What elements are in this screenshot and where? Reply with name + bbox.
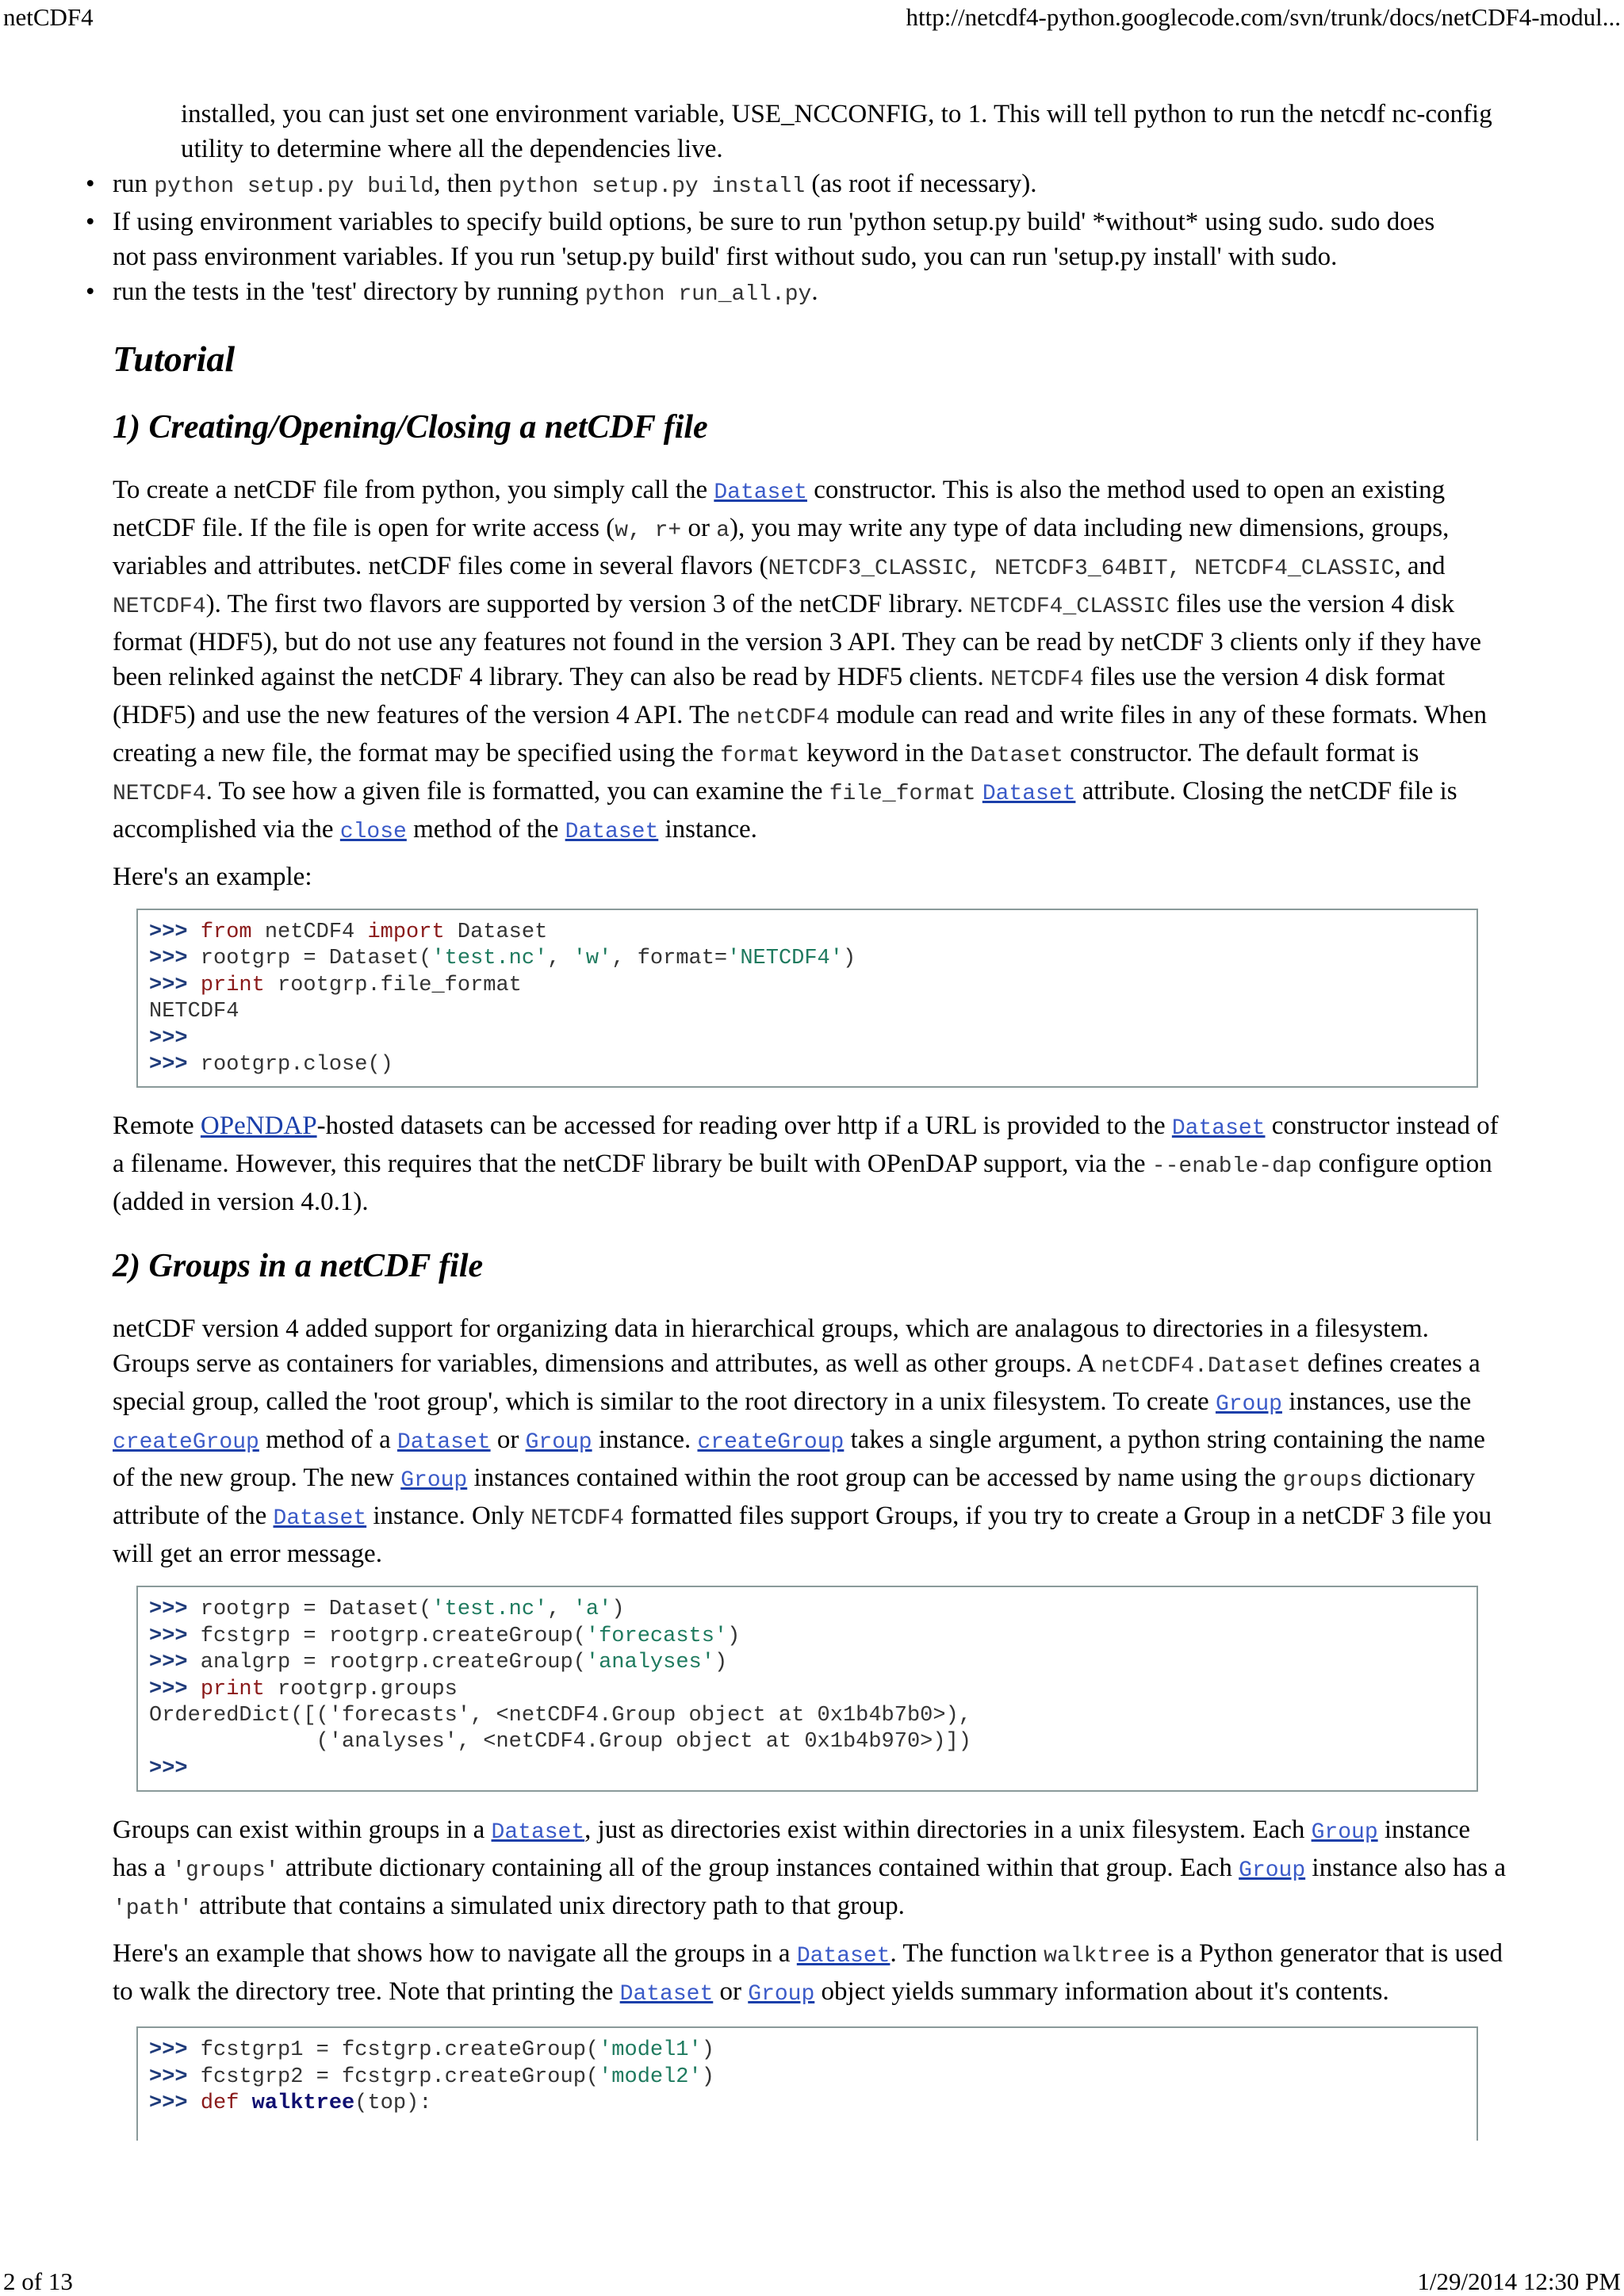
opendap-link[interactable]: OPeNDAP bbox=[200, 1112, 317, 1141]
dataset-link[interactable]: Dataset bbox=[1171, 1116, 1266, 1142]
group-link[interactable]: Group bbox=[525, 1430, 592, 1456]
tutorial-heading: Tutorial bbox=[113, 339, 236, 379]
list-item: • run the tests in the 'test' directory by running python run_all.py. bbox=[86, 277, 818, 307]
group-link[interactable]: Group bbox=[1311, 1820, 1378, 1846]
page-counter: 2 of 13 bbox=[3, 2267, 73, 2295]
creategroup-link[interactable]: createGroup bbox=[697, 1430, 845, 1456]
nested-groups-paragraph: Groups can exist within groups in a Dataset, just as directories exist within directories in a unix filesystem. Each Group instance has a 'groups' attribute dictionary containing all of the group instances contained within that group. Each Group instance also has a 'path' attribute that contains a simulated unix directory path to that group. bbox=[113, 1816, 1507, 1922]
section-2-paragraph: netCDF version 4 added support for organizing data in hierarchical groups, which are analagous to directories in a filesystem. Groups serve as containers for variables, dimensions and attributes, as well as other groups. A netCDF4.Dataset defines creates a special group, called the 'root group', which is similar to the root directory in a unix filesystem. To create Group instances, use the createGroup method of a Dataset or Group instance. createGroup takes a single argument, a python string containing the name of the new group. The new Group instances contained within the root group can be accessed by name using the groups dictionary attribute of the Dataset instance. Only NETCDF4 formatted files support Groups, if you try to create a Group in a netCDF 3 file you will get an error message. bbox=[113, 1314, 1492, 1569]
dataset-link[interactable]: Dataset bbox=[491, 1820, 585, 1846]
section-1-paragraph: To create a netCDF file from python, you simply call the Dataset constructor. This is also the method used to open an existing netCDF file. If the file is open for write access (w, r+ or a), you may write any type of data including new dimensions, groups, variables and attributes. netCDF files come in several flavors (NETCDF3_CLASSIC, NETCDF3_64BIT, NETCDF4_CLASSIC, and NETCDF4). The first two flavors are supported by version 3 of the netCDF library. NETCDF4_CLASSIC files use the version 4 disk format (HDF5), but do not use any features not found in the version 3 API. They can be read by netCDF 3 clients only if they have been relinked against the netCDF 4 library. They can also be read by HDF5 clients. NETCDF4 files use the version 4 disk format (HDF5) and use the new features of the version 4 API. The netCDF4 module can read and write files in any of these formats. When creating a new file, the format may be specified using the format keyword in the Dataset constructor. The default format is NETCDF4. To see how a given file is formatted, you can examine the file_format Dataset attribute. Closing the netCDF file is accomplished via the close method of the Dataset instance. bbox=[113, 476, 1487, 844]
browser-header-title: netCDF4 bbox=[3, 3, 94, 31]
list-item: • If using environment variables to specify build options, be sure to run 'python setup.py build' *without* using sudo. sudo does not pass environment variables. If you run 'setup.py build' first without sudo, you can run 'setup.py install' with sudo. bbox=[86, 208, 1435, 271]
list-item: • run python setup.py build, then python setup.py install (as root if necessary). bbox=[86, 170, 1037, 199]
dataset-link[interactable]: Dataset bbox=[396, 1430, 491, 1456]
dataset-link[interactable]: Dataset bbox=[714, 480, 807, 505]
document-body bbox=[86, 97, 1508, 2161]
print-timestamp: 1/29/2014 12:30 PM bbox=[1417, 2267, 1621, 2295]
creategroup-link[interactable]: createGroup bbox=[113, 1430, 259, 1456]
group-link[interactable]: Group bbox=[1239, 1858, 1306, 1884]
section-1-heading: 1) Creating/Opening/Closing a netCDF file bbox=[113, 409, 708, 446]
install-continuation: installed, you can just set one environment variable, USE_NCCONFIG, to 1. This will tell python to run the netcdf nc-config utility to determine where all the dependencies live. bbox=[181, 100, 1492, 163]
walktree-paragraph: Here's an example that shows how to navigate all the groups in a Dataset. The function walktree is a Python generator that is used to walk the directory tree. Note that printing the Dataset or Group object yields summary information about it's contents. bbox=[113, 1939, 1503, 2007]
group-link[interactable]: Group bbox=[1215, 1392, 1282, 1418]
dataset-link[interactable]: Dataset bbox=[982, 782, 1076, 806]
section-2-heading: 2) Groups in a netCDF file bbox=[113, 1248, 484, 1285]
example-intro: Here's an example: bbox=[113, 863, 312, 891]
opendap-paragraph: Remote OPeNDAP-hosted datasets can be accessed for reading over http if a URL is provided to the Dataset constructor instead of a filename. However, this requires that the netCDF library be built with OPenDAP support, via the --enable-dap configure option (added in version 4.0.1). bbox=[113, 1112, 1499, 1217]
code-block-walktree: >>> fcstgrp1 = fcstgrp.createGroup('model1') >>> fcstgrp2 = fcstgrp.createGroup('model2') >>> def walktree(top): bbox=[136, 2026, 1478, 2141]
dataset-link[interactable]: Dataset bbox=[273, 1506, 367, 1532]
group-link[interactable]: Group bbox=[400, 1468, 468, 1494]
install-steps-list bbox=[44, 166, 1440, 312]
code-block-create: >>> from netCDF4 import Dataset >>> rootgrp = Dataset('test.nc', 'w', format='NETCDF4') >>> print rootgrp.file_format NETCDF4 >>> >>> rootgrp.close() bbox=[136, 909, 1478, 1088]
dataset-link[interactable]: Dataset bbox=[796, 1944, 891, 1969]
group-link[interactable]: Group bbox=[748, 1982, 815, 2007]
dataset-link[interactable]: Dataset bbox=[565, 820, 659, 844]
code-block-groups: >>> rootgrp = Dataset('test.nc', 'a') >>> fcstgrp = rootgrp.createGroup('forecasts') >>> analgrp = rootgrp.createGroup('analyses') >>> print rootgrp.groups OrderedDict([('forecasts', <netCDF4.Group object at 0x1b4b7b0>), ('analyses', <netCDF4.Group object at 0x1b4b970>)]) >>> bbox=[136, 1586, 1478, 1792]
browser-header-url: http://netcdf4-python.googlecode.com/svn/trunk/docs/netCDF4-modul... bbox=[906, 3, 1621, 31]
close-link[interactable]: close bbox=[339, 820, 407, 844]
dataset-link[interactable]: Dataset bbox=[619, 1982, 714, 2007]
